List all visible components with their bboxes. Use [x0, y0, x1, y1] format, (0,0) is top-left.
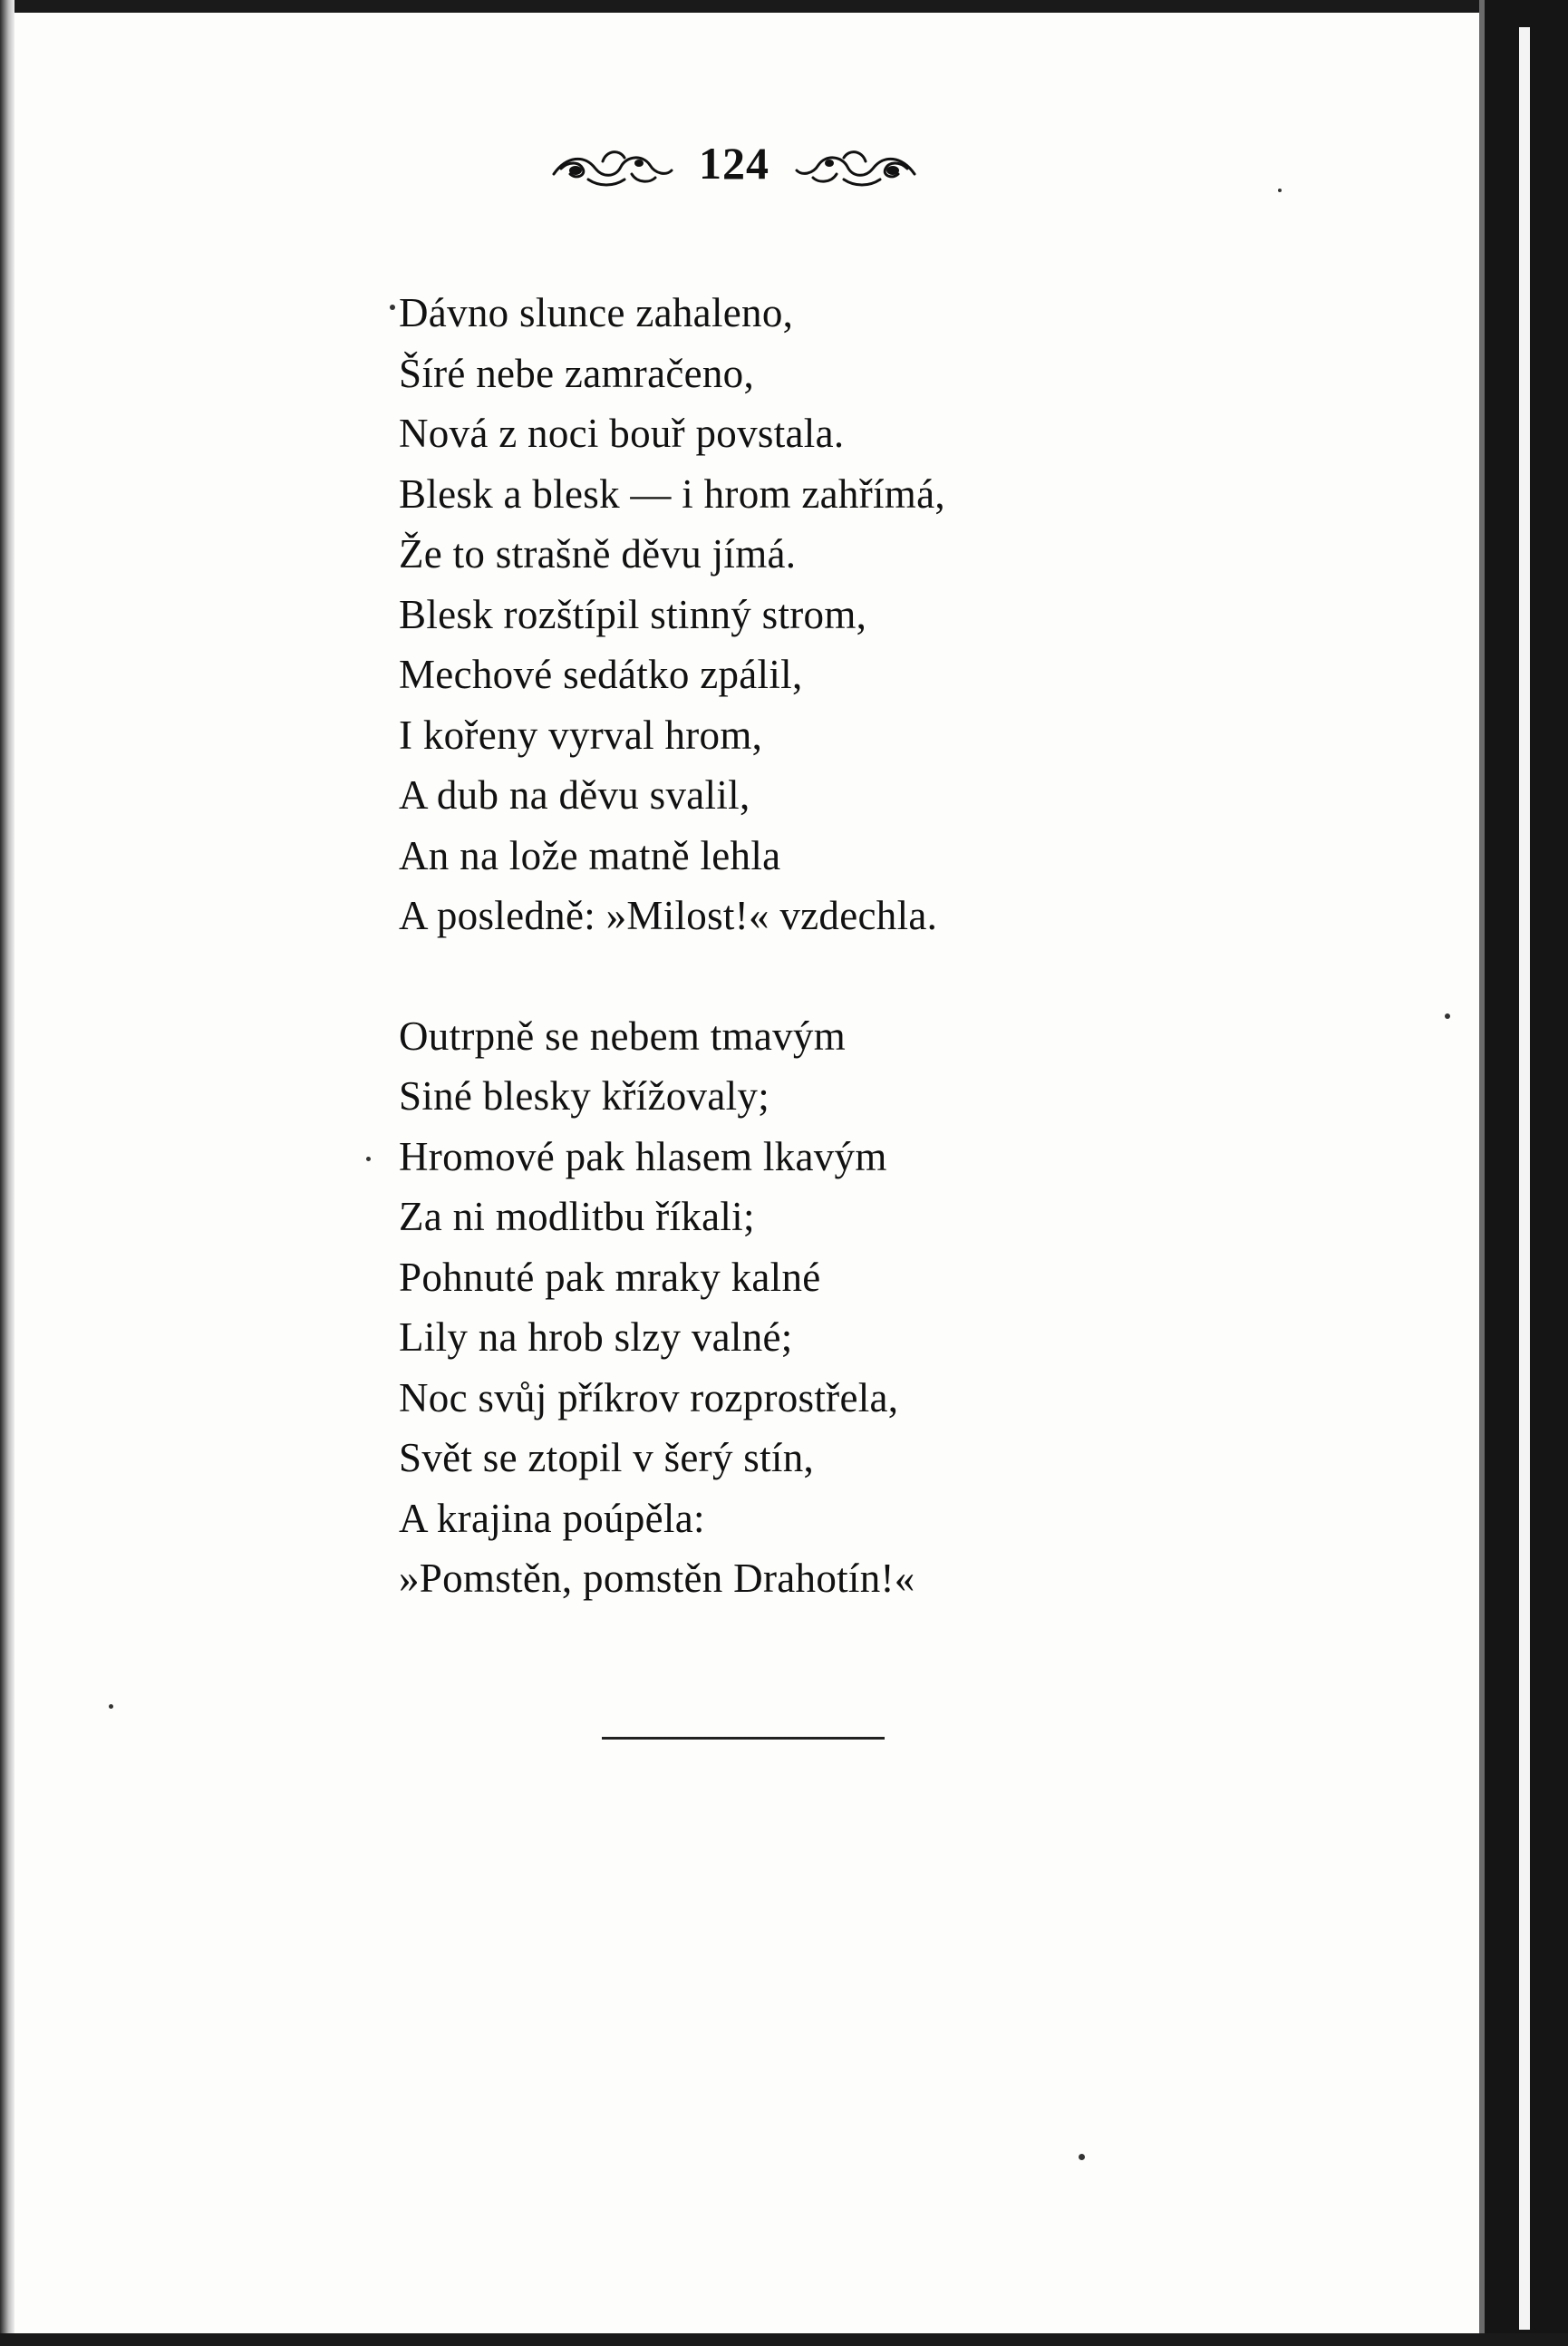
- poem-line: »Pomstěn, pomstěn Drahotín!«: [399, 1556, 915, 1601]
- poem-line: I kořeny vyrval hrom,: [399, 712, 763, 758]
- poem-line: Lily na hrob slzy valné;: [399, 1314, 793, 1360]
- poem-line: Mechové sedátko zpálil,: [399, 652, 803, 697]
- stanza-1: [399, 283, 1396, 946]
- poem-line: Hromové pak hlasem lkavým: [399, 1133, 887, 1179]
- poem-line: Siné blesky křížovaly;: [399, 1073, 770, 1119]
- scan-edge-bottom: [0, 2333, 1568, 2346]
- scan-speck: [1445, 1013, 1450, 1019]
- poem-line: Svět se ztopil v šerý stín,: [399, 1435, 815, 1480]
- poem-line: Šíré nebe zamračeno,: [399, 350, 755, 396]
- scan-speck: [390, 305, 395, 310]
- scan-edge-left: [0, 0, 15, 2346]
- poem-line: Nová z noci bouř povstala.: [399, 411, 845, 456]
- poem-line: Blesk rozštípil stinný strom,: [399, 591, 867, 637]
- poem-line: Dávno slunce zahaleno,: [399, 290, 794, 335]
- scan-speck: [109, 1704, 113, 1709]
- floral-ornament-icon: [793, 138, 920, 189]
- stanza-2: [399, 1006, 1396, 1609]
- poem-line: A krajina poúpěla:: [399, 1495, 705, 1541]
- poem-line: Že to strašně děvu jímá.: [399, 531, 797, 577]
- scan-speck: [366, 1157, 371, 1161]
- scan-speck: [1278, 189, 1282, 192]
- scan-edge-top: [0, 0, 1568, 13]
- next-page-edge: [1519, 27, 1530, 2330]
- page-fold-shadow: [1479, 0, 1485, 2346]
- poem-line: Blesk a blesk — i hrom zahřímá,: [399, 470, 945, 517]
- page-header: [508, 127, 961, 199]
- poem-line: A posledně: »Milost!« vzdechla.: [399, 893, 938, 938]
- poem-line: A dub na děvu svalil,: [399, 772, 750, 818]
- poem-line: Noc svůj příkrov rozprostřela,: [399, 1374, 899, 1420]
- poem-line: Outrpně se nebem tmavým: [399, 1013, 847, 1059]
- end-rule: [602, 1737, 885, 1740]
- floral-ornament-icon: [548, 138, 675, 189]
- scan-speck: [1079, 2154, 1085, 2160]
- page-number: 124: [699, 138, 769, 189]
- poem-line: An na lože matně lehla: [399, 832, 781, 878]
- poem-line: Pohnuté pak mraky kalné: [399, 1254, 821, 1300]
- poem-line: Za ni modlitbu říkali;: [399, 1194, 755, 1239]
- poem-body: [399, 283, 1396, 1669]
